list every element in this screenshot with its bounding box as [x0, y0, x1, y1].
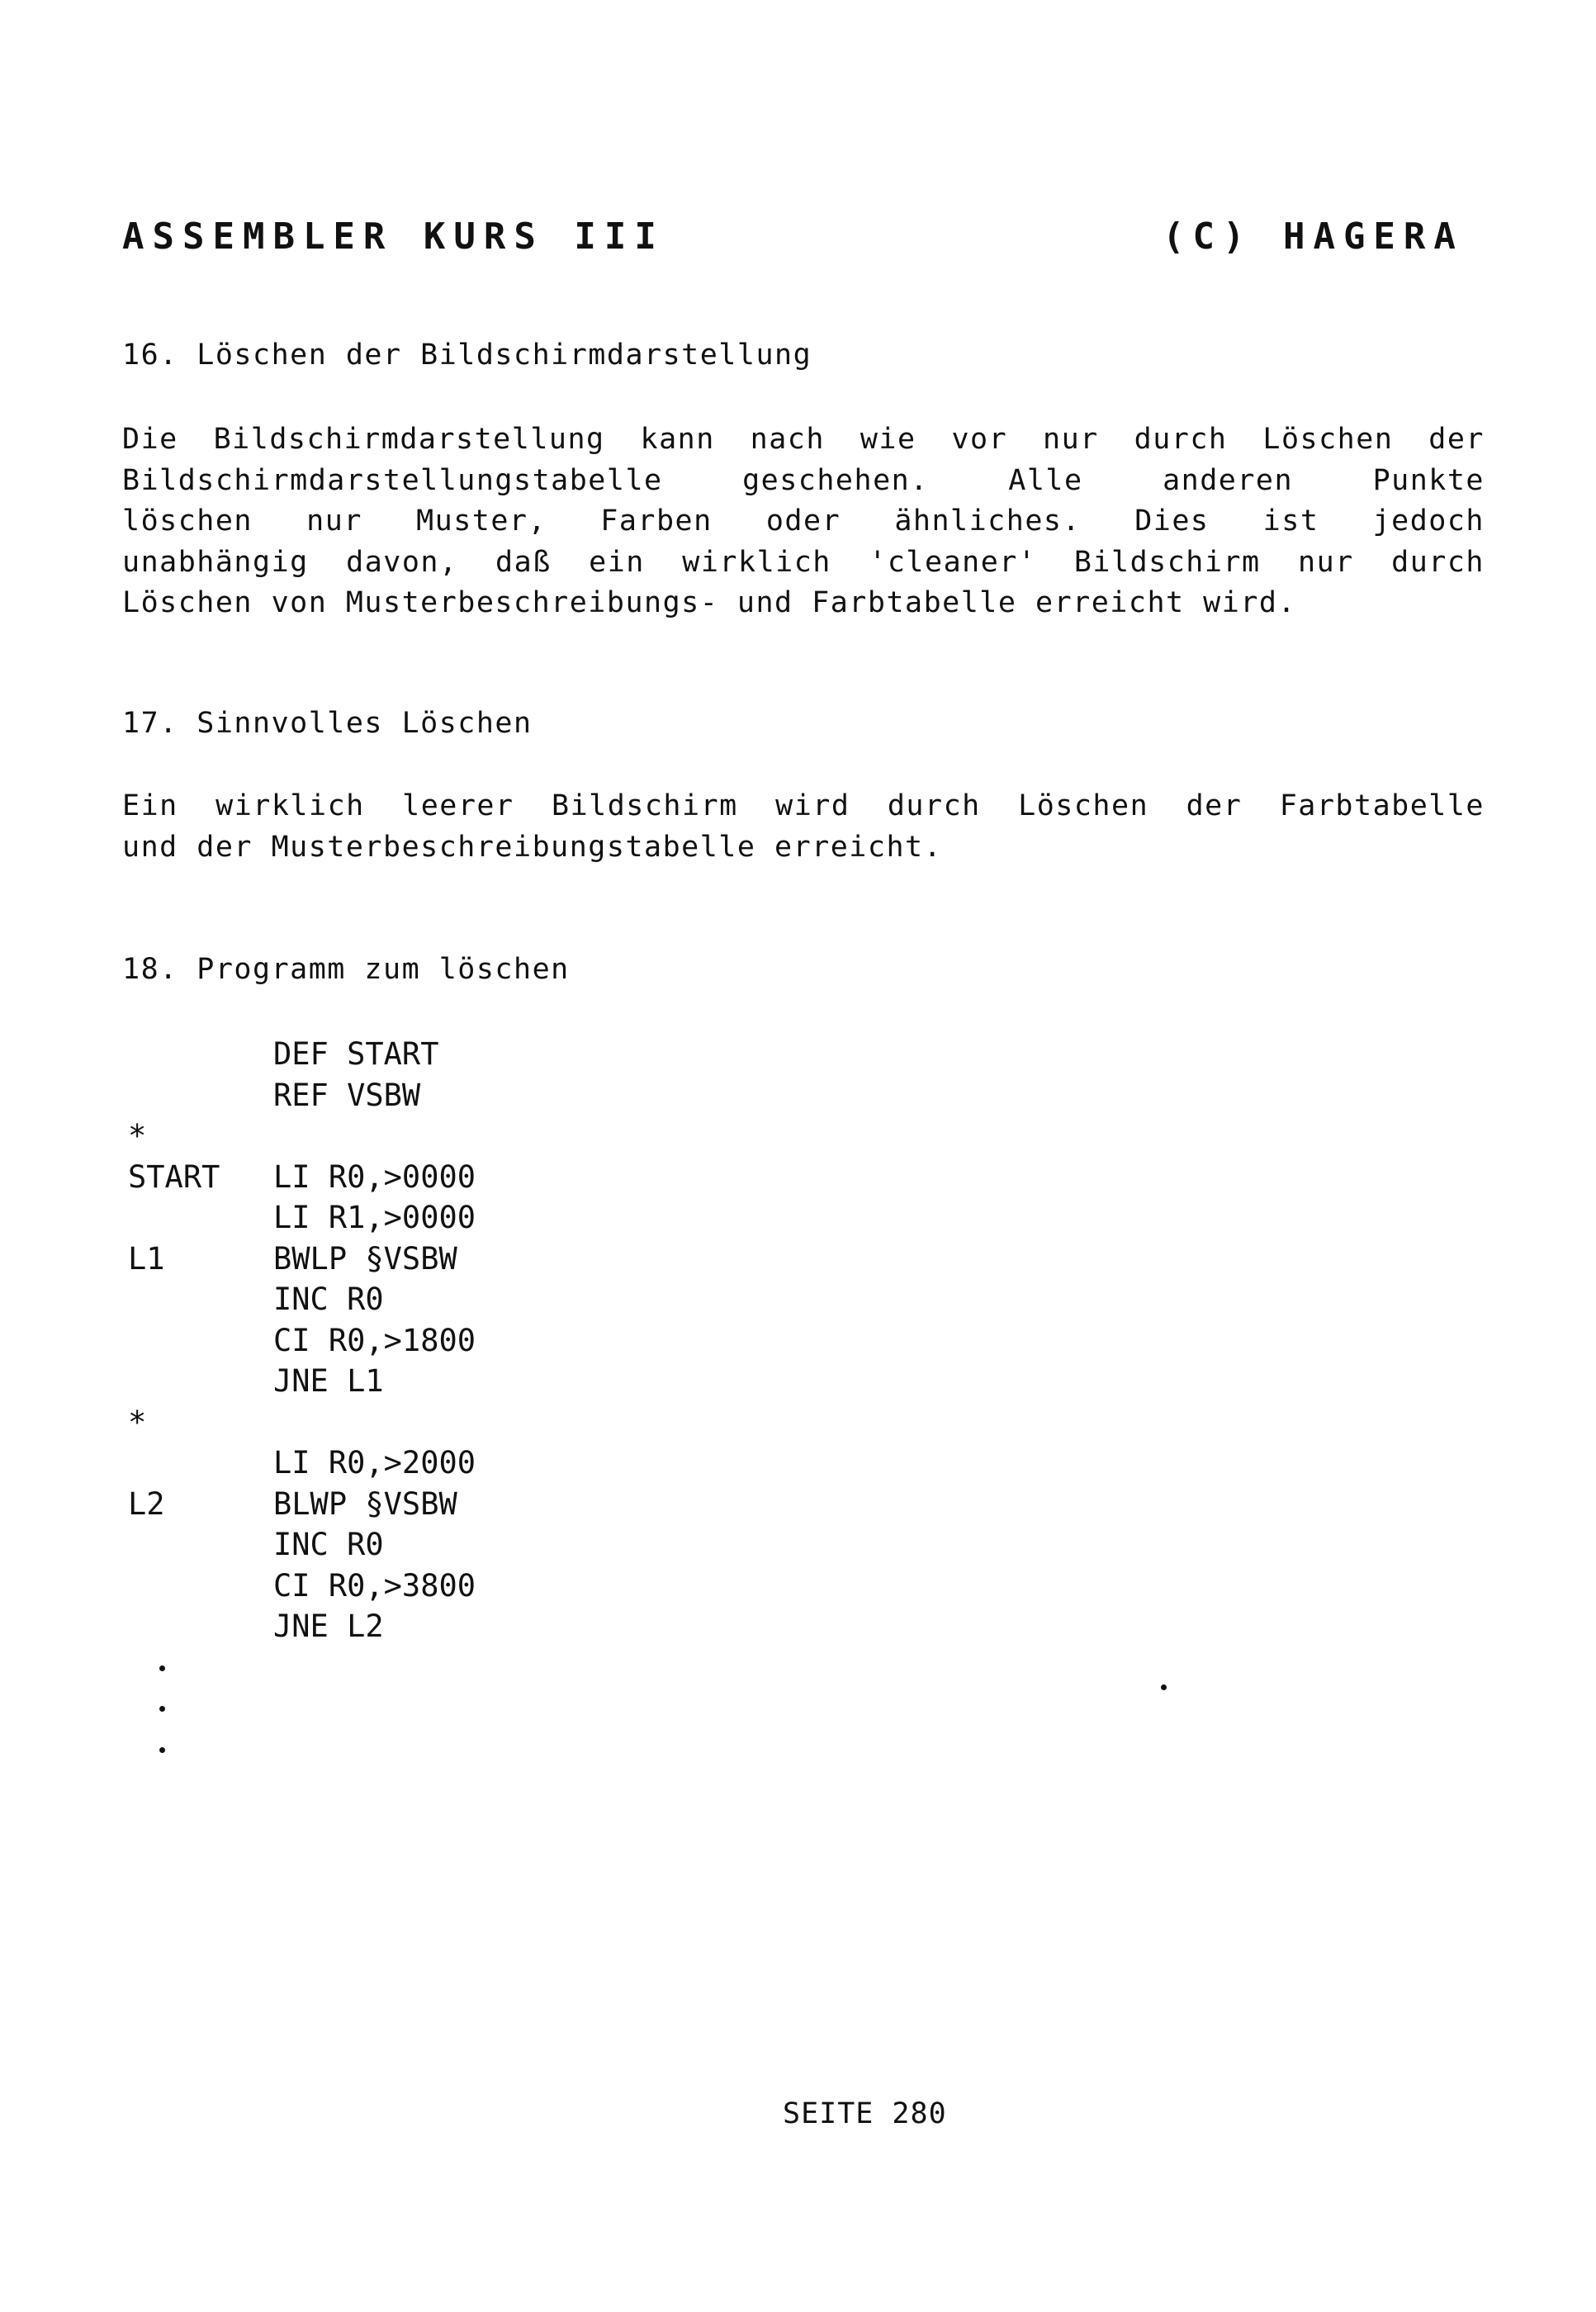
section-16-paragraph	[122, 419, 1485, 624]
code-instruction: JNE L2	[273, 1608, 384, 1644]
code-label: START	[128, 1158, 220, 1195]
page-header	[122, 208, 1464, 266]
code-instruction: LI R1,>0000	[273, 1200, 476, 1235]
code-instruction: JNE L1	[273, 1363, 384, 1399]
code-label: L1	[128, 1240, 165, 1277]
paragraph-line: unabhängig davon, daß ein wirklich 'cleaner' Bildschirm nur durch	[122, 545, 1485, 579]
paragraph-line: löschen nur Muster, Farben oder ähnliches. Dies ist jedoch	[122, 505, 1485, 538]
section-16-heading: 16. Löschen der Bildschirmdarstellung	[122, 339, 812, 372]
continuation-dot	[159, 1706, 165, 1712]
code-label: *	[128, 1404, 147, 1440]
code-label: *	[128, 1118, 147, 1154]
section-17-heading: 17. Sinnvolles Löschen	[122, 707, 533, 740]
code-instruction: REF VSBW	[273, 1077, 421, 1113]
code-instruction: BLWP §VSBW	[273, 1485, 457, 1522]
stray-dot	[1161, 1684, 1167, 1690]
continuation-dot	[159, 1665, 165, 1671]
paragraph-line: Ein wirklich leerer Bildschirm wird durch Löschen der Farbtabelle	[122, 789, 1485, 822]
paragraph-line: Die Bildschirmdarstellung kann nach wie vor nur durch Löschen der	[122, 423, 1485, 456]
page-number: SEITE 280	[783, 2097, 947, 2130]
paragraph-line: Bildschirmdarstellungstabelle geschehen. Alle anderen Punkte	[122, 463, 1485, 497]
paragraph-line: und der Musterbeschreibungstabelle erreicht.	[122, 830, 943, 864]
code-instruction: LI R0,>2000	[273, 1445, 476, 1481]
code-instruction: BWLP §VSBW	[273, 1240, 457, 1277]
code-label: L2	[128, 1485, 165, 1522]
code-instruction: INC R0	[273, 1527, 384, 1562]
section-18-heading: 18. Programm zum löschen	[122, 953, 570, 986]
code-instruction: CI R0,>1800	[273, 1322, 476, 1358]
code-instruction: LI R0,>0000	[273, 1158, 476, 1195]
continuation-dot	[159, 1747, 165, 1753]
code-instruction: INC R0	[273, 1282, 384, 1317]
paragraph-line: Löschen von Musterbeschreibungs- und Farbtabelle erreicht wird.	[122, 586, 1297, 619]
section-17-paragraph	[122, 786, 1485, 868]
code-instruction: CI R0,>3800	[273, 1567, 476, 1604]
code-instruction: DEF START	[273, 1036, 439, 1072]
copyright-notice: (C) HAGERA	[1163, 216, 1464, 258]
course-title: ASSEMBLER KURS III	[122, 216, 665, 258]
